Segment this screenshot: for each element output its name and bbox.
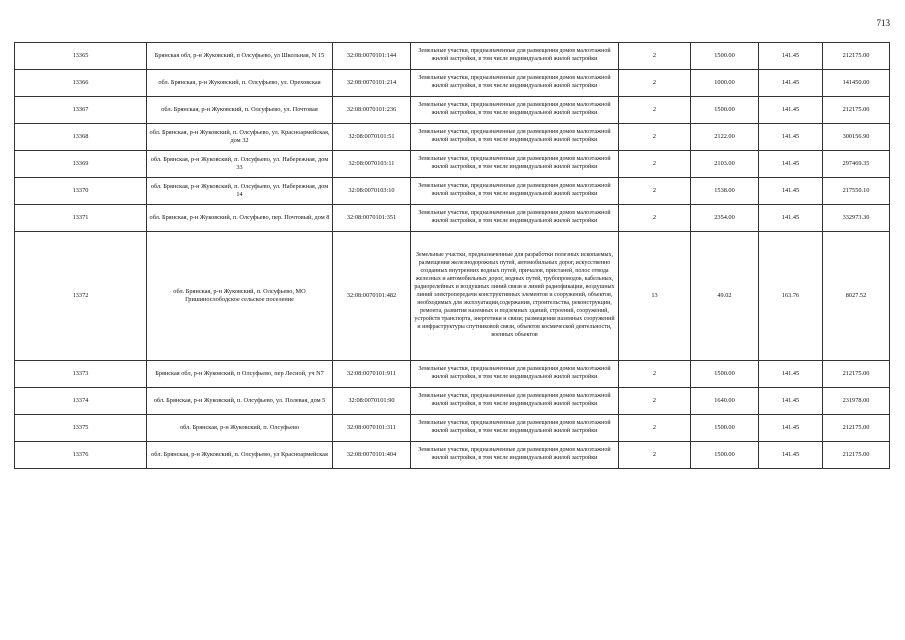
row-number: 13370 xyxy=(15,178,147,205)
group-cell: 2 xyxy=(619,388,691,415)
group-cell: 2 xyxy=(619,178,691,205)
cadastral-value-cell: 212175.00 xyxy=(823,415,890,442)
address-cell: Брянская обл, р-н Жуковский, п Олсуфьево, пер Лесной, уч N7 xyxy=(147,361,333,388)
cadastral-value-cell: 8027.52 xyxy=(823,232,890,361)
rate-cell: 141.45 xyxy=(759,388,823,415)
table-row xyxy=(15,232,890,361)
land-use-cell: Земельные участки, предназначенные для разработки полезных ископаемых, размещения железнодорожных путей, автомобильных дорог, искусственно созданных внутренних водных путей, причалов, пристаней, полос отвода железных и автомобильных дорог, водных путей, трубопроводов, кабельных, радиорелейных и воздушных линий связи и линий радиофикации, воздушных линий электропередачи конструктивных элементов и сооружений, объектов, необходимых для эксплуатации,содержания, строительства, реконструкции, ремонта, развития наземных и подземных зданий, строений, сооружений, устройств транспорта, энергетики и связи; размещения наземных сооружений и инфраструктуры спутниковой связи, объектов космической деятельности, военных объектов xyxy=(411,232,619,361)
cadastral-value-cell: 300156.90 xyxy=(823,124,890,151)
rate-cell: 141.45 xyxy=(759,124,823,151)
group-cell: 2 xyxy=(619,124,691,151)
address-cell: обл. Брянская, р-н Жуковский, п. Олсуфьево, ул. Полевая, дом 5 xyxy=(147,388,333,415)
address-cell: обл. Брянская, р-н Жуковский, п. Олсуфьево, ул. Почтовая xyxy=(147,97,333,124)
group-cell: 2 xyxy=(619,151,691,178)
group-cell: 2 xyxy=(619,415,691,442)
area-cell: 1640.00 xyxy=(691,388,759,415)
land-use-cell: Земельные участки, предназначенные для размещения домов малоэтажной жилой застройки, в том числе индивидуальной жилой застройки xyxy=(411,361,619,388)
address-cell: обл. Брянская, р-н Жуковский, п. Олсуфьево xyxy=(147,415,333,442)
rate-cell: 141.45 xyxy=(759,97,823,124)
land-use-cell: Земельные участки, предназначенные для размещения домов малоэтажной жилой застройки, в том числе индивидуальной жилой застройки xyxy=(411,205,619,232)
address-cell: обл. Брянская, р-н Жуковский, п. Олсуфьево, ул. Ореховская xyxy=(147,70,333,97)
cadastral-number-cell: 32:08:0070103:11 xyxy=(333,151,411,178)
land-use-cell: Земельные участки, предназначенные для размещения домов малоэтажной жилой застройки, в том числе индивидуальной жилой застройки xyxy=(411,442,619,469)
cadastral-value-cell: 212175.00 xyxy=(823,361,890,388)
table-row xyxy=(15,205,890,232)
rate-cell: 163.76 xyxy=(759,232,823,361)
address-cell: обл. Брянская, р-н Жуковский, п. Олсуфьево, ул Красноармейская xyxy=(147,442,333,469)
cadastral-value-cell: 217550.10 xyxy=(823,178,890,205)
cadastral-number-cell: 32:08:0070103:10 xyxy=(333,178,411,205)
rate-cell: 141.45 xyxy=(759,178,823,205)
cadastral-value-cell: 212175.00 xyxy=(823,442,890,469)
rate-cell: 141.45 xyxy=(759,361,823,388)
cadastral-value-cell: 212175.00 xyxy=(823,43,890,70)
row-number: 13367 xyxy=(15,97,147,124)
row-number: 13375 xyxy=(15,415,147,442)
land-use-cell: Земельные участки, предназначенные для размещения домов малоэтажной жилой застройки, в том числе индивидуальной жилой застройки xyxy=(411,178,619,205)
table-row xyxy=(15,442,890,469)
row-number: 13374 xyxy=(15,388,147,415)
land-registry-table xyxy=(14,42,890,469)
area-cell: 1500.00 xyxy=(691,97,759,124)
row-number: 13373 xyxy=(15,361,147,388)
rate-cell: 141.45 xyxy=(759,43,823,70)
cadastral-value-cell: 332973.30 xyxy=(823,205,890,232)
row-number: 13365 xyxy=(15,43,147,70)
row-number: 13368 xyxy=(15,124,147,151)
group-cell: 2 xyxy=(619,97,691,124)
land-use-cell: Земельные участки, предназначенные для размещения домов малоэтажной жилой застройки, в том числе индивидуальной жилой застройки xyxy=(411,97,619,124)
table-row xyxy=(15,43,890,70)
rate-cell: 141.45 xyxy=(759,442,823,469)
row-number: 13369 xyxy=(15,151,147,178)
area-cell: 1500.00 xyxy=(691,442,759,469)
group-cell: 2 xyxy=(619,361,691,388)
cadastral-value-cell: 231978.00 xyxy=(823,388,890,415)
address-cell: обл. Брянская, р-н Жуковский, п. Олсуфьево, ул. Набережная, дом 33 xyxy=(147,151,333,178)
rate-cell: 141.45 xyxy=(759,70,823,97)
land-use-cell: Земельные участки, предназначенные для размещения домов малоэтажной жилой застройки, в том числе индивидуальной жилой застройки xyxy=(411,151,619,178)
cadastral-number-cell: 32:08:0070101:236 xyxy=(333,97,411,124)
rate-cell: 141.45 xyxy=(759,205,823,232)
group-cell: 2 xyxy=(619,70,691,97)
area-cell: 1500.00 xyxy=(691,361,759,388)
cadastral-number-cell: 32:08:0070101:351 xyxy=(333,205,411,232)
rate-cell: 141.45 xyxy=(759,151,823,178)
table-row xyxy=(15,151,890,178)
area-cell: 1538.00 xyxy=(691,178,759,205)
rate-cell: 141.45 xyxy=(759,415,823,442)
cadastral-value-cell: 297469.35 xyxy=(823,151,890,178)
area-cell: 2103.00 xyxy=(691,151,759,178)
table-row xyxy=(15,361,890,388)
row-number: 13371 xyxy=(15,205,147,232)
row-number: 13376 xyxy=(15,442,147,469)
cadastral-value-cell: 141450.00 xyxy=(823,70,890,97)
cadastral-value-cell: 212175.00 xyxy=(823,97,890,124)
land-use-cell: Земельные участки, предназначенные для размещения домов малоэтажной жилой застройки, в том числе индивидуальной жилой застройки xyxy=(411,43,619,70)
table-row xyxy=(15,70,890,97)
row-number: 13366 xyxy=(15,70,147,97)
cadastral-number-cell: 32:08:0070101:51 xyxy=(333,124,411,151)
table-row xyxy=(15,178,890,205)
address-cell: Брянская обл, р-н Жуковский, п Олсуфьево, ул Школьная, N 15 xyxy=(147,43,333,70)
land-use-cell: Земельные участки, предназначенные для размещения домов малоэтажной жилой застройки, в том числе индивидуальной жилой застройки xyxy=(411,388,619,415)
group-cell: 13 xyxy=(619,232,691,361)
cadastral-number-cell: 32:08:0070101:144 xyxy=(333,43,411,70)
address-cell: обл. Брянская, р-н Жуковский, п. Олсуфьево, МО Гришинослободское сельское поселение xyxy=(147,232,333,361)
cadastral-number-cell: 32:08:0070101:90 xyxy=(333,388,411,415)
cadastral-number-cell: 32:08:0070101:214 xyxy=(333,70,411,97)
address-cell: обл. Брянская, р-н Жуковский, п. Олсуфьево, ул. Красноармейская, дом 32 xyxy=(147,124,333,151)
cadastral-number-cell: 32:08:0070101:482 xyxy=(333,232,411,361)
area-cell: 49.02 xyxy=(691,232,759,361)
page-number: 713 xyxy=(876,18,890,28)
cadastral-number-cell: 32:08:0070101:911 xyxy=(333,361,411,388)
area-cell: 1500.00 xyxy=(691,43,759,70)
table-row xyxy=(15,415,890,442)
land-use-cell: Земельные участки, предназначенные для размещения домов малоэтажной жилой застройки, в том числе индивидуальной жилой застройки xyxy=(411,124,619,151)
row-number: 13372 xyxy=(15,232,147,361)
area-cell: 2354.00 xyxy=(691,205,759,232)
group-cell: 2 xyxy=(619,205,691,232)
group-cell: 2 xyxy=(619,43,691,70)
address-cell: обл. Брянская, р-н Жуковский, п. Олсуфьево, пер. Почтовый, дом 8 xyxy=(147,205,333,232)
area-cell: 1000.00 xyxy=(691,70,759,97)
group-cell: 2 xyxy=(619,442,691,469)
address-cell: обл. Брянская, р-н Жуковский, п. Олсуфьево, ул. Набережная, дом 14 xyxy=(147,178,333,205)
area-cell: 1500.00 xyxy=(691,415,759,442)
cadastral-number-cell: 32:08:0070101:404 xyxy=(333,442,411,469)
land-use-cell: Земельные участки, предназначенные для размещения домов малоэтажной жилой застройки, в том числе индивидуальной жилой застройки xyxy=(411,70,619,97)
table-row xyxy=(15,388,890,415)
table-row xyxy=(15,97,890,124)
area-cell: 2122.00 xyxy=(691,124,759,151)
land-use-cell: Земельные участки, предназначенные для размещения домов малоэтажной жилой застройки, в том числе индивидуальной жилой застройки xyxy=(411,415,619,442)
cadastral-number-cell: 32:08:0070101:311 xyxy=(333,415,411,442)
table-row xyxy=(15,124,890,151)
